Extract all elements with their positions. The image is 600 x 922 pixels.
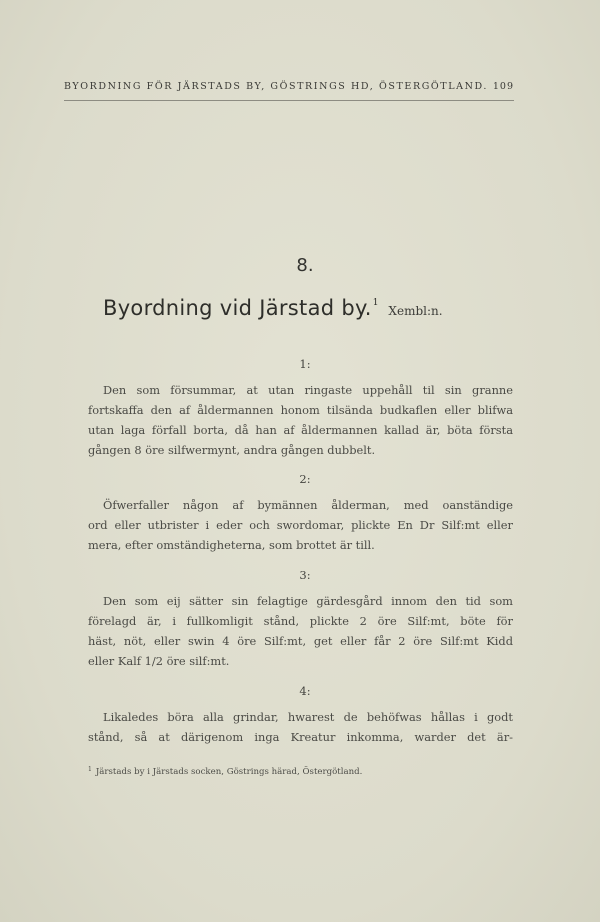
page-number: 109 — [492, 81, 514, 92]
paragraph-number: 1: — [299, 357, 311, 371]
heading-date: Xembl:n. — [388, 304, 443, 318]
text-line: Öfwerfaller någon af bymännen ålderman, med oanständige — [103, 498, 513, 512]
text-line: Likaledes böra alla grindar, hwarest de behöfwas hållas i godt — [103, 710, 513, 724]
section-heading — [103, 296, 443, 320]
footnote-text: Järstads by i Järstads socken, Göstrings härad, Östergötland. — [95, 767, 363, 777]
running-head — [64, 81, 514, 97]
section-number: 8. — [296, 255, 314, 276]
text-line: förelagd är, i fullkomligit stånd, plickte 2 öre Silf:mt, böte för — [88, 614, 513, 628]
heading-title: Byordning vid Järstad by. — [103, 296, 372, 320]
footnote-marker: 1 — [88, 766, 92, 773]
running-head-title: BYORDNING FÖR JÄRSTADS BY, GÖSTRINGS HD, ÖSTERGÖTLAND. — [64, 81, 489, 92]
text-line: utan laga förfall borta, då han af åldermannen kallad är, böta första — [88, 423, 513, 437]
paragraph-number: 2: — [299, 472, 311, 486]
text-line: ord eller utbrister i eder och swordomar, plickte En Dr Silf:mt eller — [88, 518, 513, 532]
text-line: stånd, så at därigenom inga Kreatur inkomma, warder det är- — [88, 730, 513, 744]
footnote — [88, 766, 362, 777]
text-line: fortskaffa den af åldermannen honom tilsända budkaflen eller blifwa — [88, 403, 513, 417]
text-line: häst, nöt, eller swin 4 öre Silf:mt, get eller får 2 öre Silf:mt Kidd — [88, 634, 513, 648]
text-line: Den som eij sätter sin felagtige gärdesgård innom den tid som — [103, 594, 513, 608]
paragraph-number: 4: — [299, 684, 311, 698]
paragraph-number: 3: — [299, 568, 311, 582]
heading-footnote-marker: 1 — [372, 298, 379, 308]
text-line: Den som försummar, at utan ringaste uppehåll til sin granne — [103, 383, 513, 397]
text-line: mera, efter omständigheterna, som brottet är till. — [88, 538, 375, 552]
header-rule — [64, 100, 514, 101]
text-line: gången 8 öre silfwermynt, andra gången dubbelt. — [88, 443, 376, 457]
text-line: eller Kalf 1/2 öre silf:mt. — [88, 654, 230, 668]
